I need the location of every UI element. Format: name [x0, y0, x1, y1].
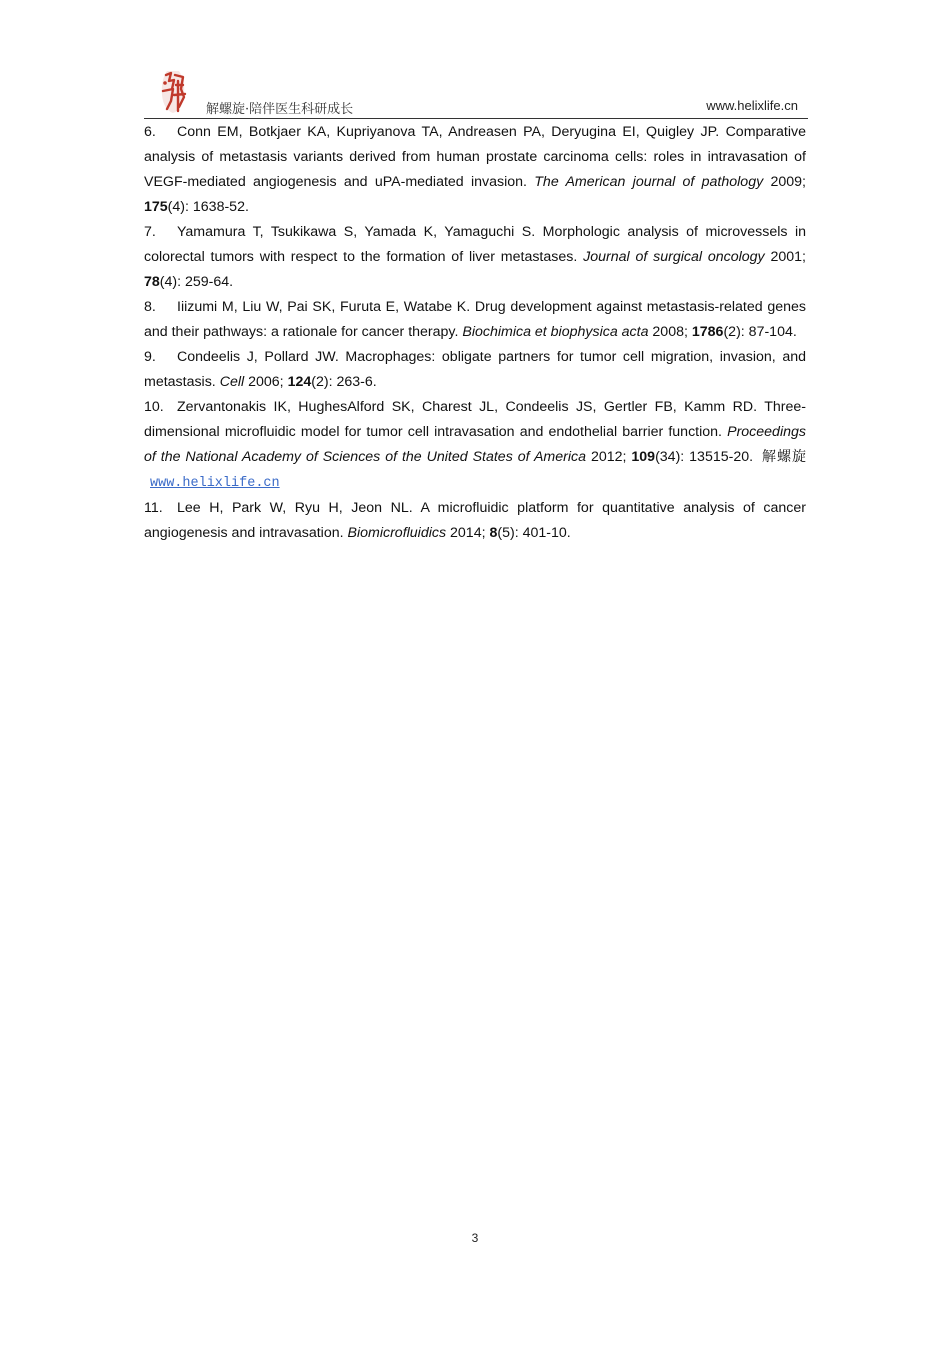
- volume: 175: [144, 199, 168, 215]
- header-url[interactable]: www.helixlife.cn: [706, 98, 798, 113]
- reference-item: 10. Zervantonakis IK, HughesAlford SK, Charest JL, Condeelis JS, Gertler FB, Kamm RD. Three-dimensional microfluidic model for tumor cell intravasation and endothelial barrier function. Proceedings of the National Academy of Sciences of the United States of America 2012; 109(34): 13515-20. 解螺旋 www.helixlife.cn: [144, 399, 806, 491]
- journal-name: Cell: [219, 374, 245, 390]
- journal-name: The American journal of pathology: [534, 174, 764, 190]
- volume: 109: [631, 449, 656, 465]
- header-brand: 解螺旋·陪伴医生科研成长: [206, 102, 354, 117]
- reference-item: 7. Yamamura T, Tsukikawa S, Yamada K, Yamaguchi S. Morphologic analysis of microvessels in colorectal tumors with respect to the formation of liver metastases. Journal of surgical oncology 2001; 78(4): 259-64.: [144, 224, 806, 290]
- volume: 8: [489, 525, 498, 541]
- volume: 1786: [691, 324, 724, 340]
- reference-list: [144, 120, 806, 546]
- reference-item: 11. Lee H, Park W, Ryu H, Jeon NL. A microfluidic platform for quantitative analysis of cancer angiogenesis and intravasation. Biomicrofluidics 2014; 8(5): 401-10.: [144, 500, 806, 541]
- volume: 124: [287, 374, 312, 390]
- journal-name: Biomicrofluidics: [347, 525, 447, 541]
- watermark-brand: 解螺旋: [762, 449, 806, 465]
- helix-logo-icon: [157, 67, 189, 115]
- reference-item: 9. Condeelis J, Pollard JW. Macrophages: obligate partners for tumor cell migration, invasion, and metastasis. Cell 2006; 124(2): 263-6.: [144, 349, 807, 390]
- page-header: [144, 62, 808, 119]
- volume: 78: [144, 274, 160, 290]
- page-number: 3: [471, 1231, 479, 1245]
- journal-name: Proceedings of the National Academy of Sciences of the United States of America: [144, 424, 806, 465]
- header-divider: [144, 118, 808, 119]
- watermark-link[interactable]: www.helixlife.cn: [150, 476, 280, 491]
- reference-item: 8. Iiizumi M, Liu W, Pai SK, Furuta E, Watabe K. Drug development against metastasis-related genes and their pathways: a rationale for cancer therapy. Biochimica et biophysica acta 2008; 1786(2): 87-104.: [144, 299, 806, 340]
- journal-name: Journal of surgical oncology: [583, 249, 765, 265]
- reference-item: 6. Conn EM, Botkjaer KA, Kupriyanova TA, Andreasen PA, Deryugina EI, Quigley JP. Comparative analysis of metastasis variants derived from human prostate carcinoma cells: roles in intravasation of VEGF-mediated angiogenesis and uPA-mediated invasion. The American journal of pathology 2009; 175(4): 1638-52.: [144, 124, 806, 215]
- journal-name: Biochimica et biophysica acta: [462, 324, 649, 340]
